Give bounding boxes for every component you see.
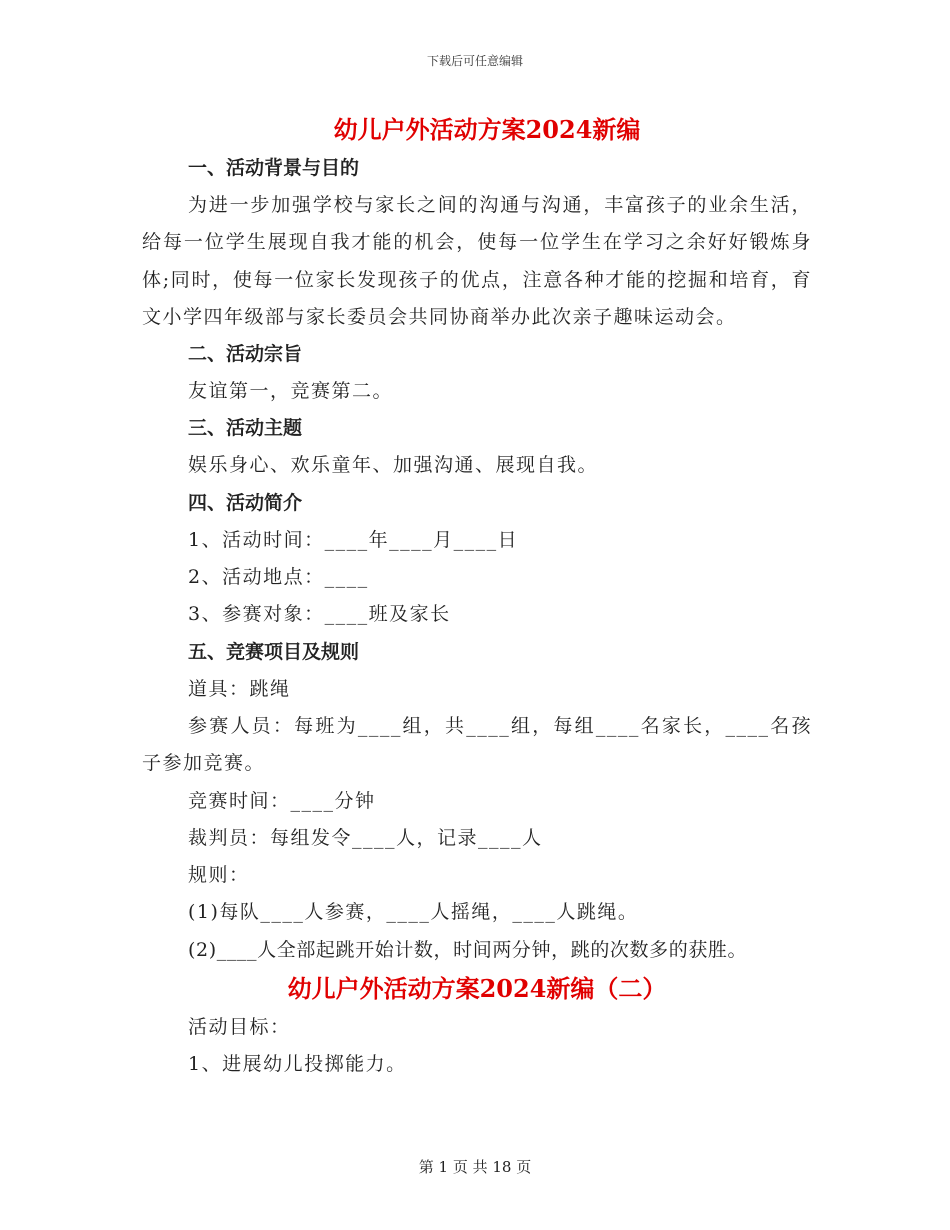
document-title-2: 幼儿户外活动方案2024新编（二） (287, 974, 667, 1004)
page-footer: 第 1 页 共 18 页 (418, 1158, 532, 1176)
section-heading-4: 四、活动简介 (188, 491, 303, 514)
participants: 3、参赛对象：____班及家长 (188, 603, 451, 626)
objectives-label: 活动目标： (188, 1016, 291, 1039)
paragraph-background: 为进一步加强学校与家长之间的沟通与沟通，丰富孩子的业余生活，给每一位学生展现自我才能的机会，使每一位学生在学习之余好好锻炼身体;同时，使每一位家长发现孩子的优点，注意各种才能的挖掘和培育，育文小学四年级部与家长委员会共同协商举办此次亲子趣味运动会。 (142, 194, 812, 328)
referees-line: 裁判员：每组发令____人，记录____人 (188, 826, 543, 849)
section-heading-1: 一、活动背景与目的 (188, 157, 360, 179)
page-header: 下载后可任意编辑 (426, 54, 523, 68)
activity-time: 1、活动时间：____年____月____日 (188, 528, 519, 551)
activity-location: 2、活动地点：____ (188, 566, 369, 589)
document-title: 幼儿户外活动方案2024新编 (333, 115, 641, 144)
participants-detail: 参赛人员：每班为____组，共____组，每组____名家长，____名孩子参加竞赛。 (142, 714, 812, 775)
rules-label: 规则： (188, 864, 250, 887)
rule-1: (1)每队____人参赛，____人摇绳，____人跳绳。 (188, 901, 639, 924)
section-heading-3: 三、活动主题 (188, 417, 303, 440)
objective-1: 1、进展幼儿投掷能力。 (188, 1053, 407, 1076)
paragraph-purpose: 友谊第一，竞赛第二。 (188, 380, 394, 403)
competition-time: 竞赛时间：____分钟 (188, 789, 376, 812)
section-heading-2: 二、活动宗旨 (188, 343, 303, 366)
document-body (142, 110, 812, 1084)
props-line: 道具：跳绳 (188, 677, 291, 700)
paragraph-theme: 娱乐身心、欢乐童年、加强沟通、展现自我。 (188, 454, 599, 477)
rule-2: (2)____人全部起跳开始计数，时间两分钟，跳的次数多的获胜。 (188, 938, 748, 961)
section-heading-5: 五、竞赛项目及规则 (188, 640, 360, 663)
